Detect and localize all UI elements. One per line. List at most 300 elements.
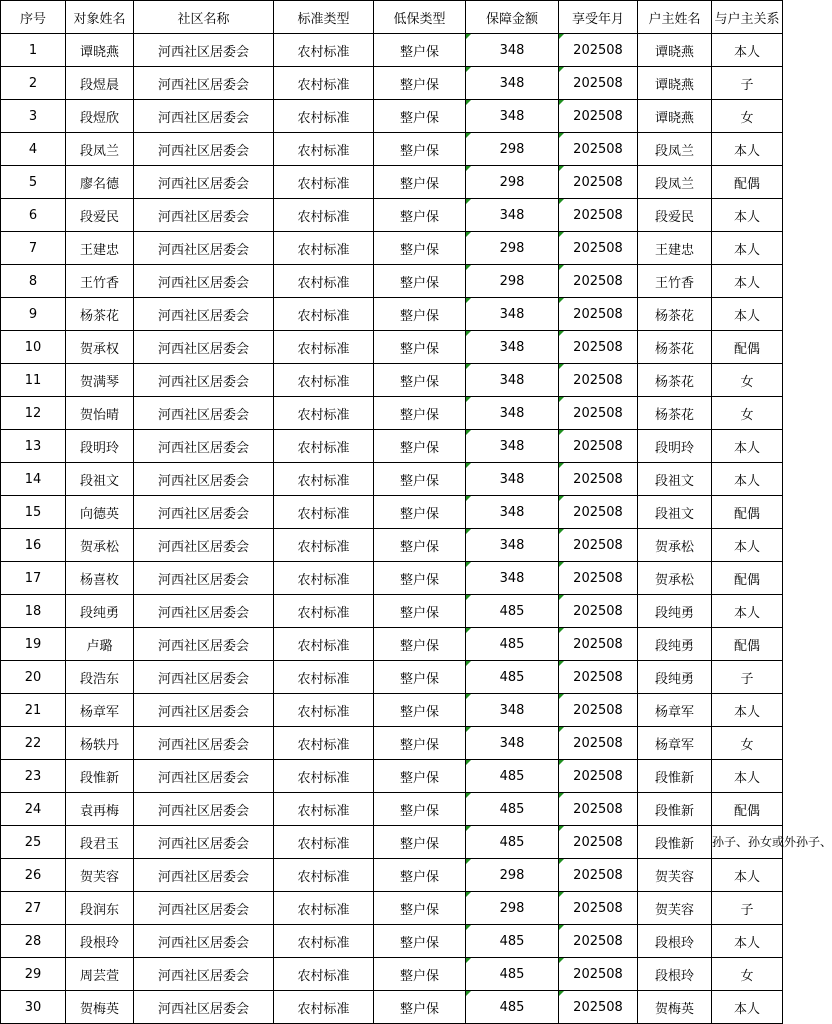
cell-community[interactable]: 河西社区居委会 <box>134 34 274 67</box>
cell-community[interactable]: 河西社区居委会 <box>134 991 274 1024</box>
cell-name[interactable]: 向德英 <box>66 496 134 529</box>
cell-relationship[interactable]: 本人 <box>712 199 783 232</box>
cell-assistance-type[interactable]: 整户保 <box>374 958 466 991</box>
cell-standard-type[interactable]: 农村标准 <box>274 34 374 67</box>
cell-index[interactable]: 6 <box>1 199 66 232</box>
cell-householder[interactable]: 段惟新 <box>638 826 712 859</box>
cell-assistance-type[interactable]: 整户保 <box>374 331 466 364</box>
cell-month[interactable]: 202508 <box>559 760 638 793</box>
cell-amount[interactable]: 348 <box>466 67 559 100</box>
table-row <box>1 628 783 661</box>
cell-index[interactable]: 24 <box>1 793 66 826</box>
cell-standard-type[interactable]: 农村标准 <box>274 694 374 727</box>
cell-index[interactable]: 19 <box>1 628 66 661</box>
cell-name[interactable]: 段爱民 <box>66 199 134 232</box>
table-row <box>1 859 783 892</box>
cell-name[interactable]: 贺怡晴 <box>66 397 134 430</box>
cell-assistance-type[interactable]: 整户保 <box>374 463 466 496</box>
cell-amount[interactable]: 485 <box>466 958 559 991</box>
cell-standard-type[interactable]: 农村标准 <box>274 529 374 562</box>
cell-relationship[interactable]: 女 <box>712 727 783 760</box>
table-row <box>1 397 783 430</box>
cell-index[interactable]: 12 <box>1 397 66 430</box>
cell-index[interactable]: 22 <box>1 727 66 760</box>
cell-amount[interactable]: 348 <box>466 463 559 496</box>
cell-name[interactable]: 杨茶花 <box>66 298 134 331</box>
cell-householder[interactable]: 谭晓燕 <box>638 67 712 100</box>
cell-community[interactable]: 河西社区居委会 <box>134 793 274 826</box>
cell-name[interactable]: 贺梅英 <box>66 991 134 1024</box>
cell-index[interactable]: 4 <box>1 133 66 166</box>
cell-index[interactable]: 23 <box>1 760 66 793</box>
cell-index[interactable]: 20 <box>1 661 66 694</box>
cell-householder[interactable]: 杨章军 <box>638 694 712 727</box>
cell-month[interactable]: 202508 <box>559 859 638 892</box>
cell-amount[interactable]: 298 <box>466 892 559 925</box>
cell-month[interactable]: 202508 <box>559 199 638 232</box>
table-row <box>1 661 783 694</box>
cell-amount[interactable]: 348 <box>466 34 559 67</box>
cell-assistance-type[interactable]: 整户保 <box>374 364 466 397</box>
cell-community[interactable]: 河西社区居委会 <box>134 529 274 562</box>
cell-standard-type[interactable]: 农村标准 <box>274 100 374 133</box>
cell-community[interactable]: 河西社区居委会 <box>134 496 274 529</box>
cell-month[interactable]: 202508 <box>559 67 638 100</box>
table-row <box>1 562 783 595</box>
cell-month[interactable]: 202508 <box>559 265 638 298</box>
cell-month[interactable]: 202508 <box>559 34 638 67</box>
cell-name[interactable]: 周芸萱 <box>66 958 134 991</box>
cell-community[interactable]: 河西社区居委会 <box>134 562 274 595</box>
cell-name[interactable]: 杨轶丹 <box>66 727 134 760</box>
cell-standard-type[interactable]: 农村标准 <box>274 298 374 331</box>
table-row <box>1 694 783 727</box>
cell-amount[interactable]: 348 <box>466 298 559 331</box>
cell-assistance-type[interactable]: 整户保 <box>374 562 466 595</box>
cell-month[interactable]: 202508 <box>559 166 638 199</box>
cell-assistance-type[interactable]: 整户保 <box>374 859 466 892</box>
cell-amount[interactable]: 348 <box>466 694 559 727</box>
cell-assistance-type[interactable]: 整户保 <box>374 793 466 826</box>
cell-householder[interactable]: 谭晓燕 <box>638 34 712 67</box>
cell-index[interactable]: 17 <box>1 562 66 595</box>
cell-name[interactable]: 贺承松 <box>66 529 134 562</box>
cell-householder[interactable]: 段惟新 <box>638 760 712 793</box>
cell-assistance-type[interactable]: 整户保 <box>374 232 466 265</box>
cell-community[interactable]: 河西社区居委会 <box>134 364 274 397</box>
header-amount: 保障金额 <box>466 1 559 34</box>
cell-householder[interactable]: 贺承松 <box>638 562 712 595</box>
cell-index[interactable]: 21 <box>1 694 66 727</box>
cell-householder[interactable]: 贺梅英 <box>638 991 712 1024</box>
cell-assistance-type[interactable]: 整户保 <box>374 760 466 793</box>
cell-name[interactable]: 杨章军 <box>66 694 134 727</box>
cell-community[interactable]: 河西社区居委会 <box>134 595 274 628</box>
cell-assistance-type[interactable]: 整户保 <box>374 67 466 100</box>
cell-assistance-type[interactable]: 整户保 <box>374 925 466 958</box>
cell-standard-type[interactable]: 农村标准 <box>274 496 374 529</box>
cell-householder[interactable]: 段凤兰 <box>638 166 712 199</box>
cell-relationship[interactable]: 配偶 <box>712 496 783 529</box>
cell-community[interactable]: 河西社区居委会 <box>134 298 274 331</box>
cell-amount[interactable]: 348 <box>466 331 559 364</box>
cell-relationship[interactable]: 本人 <box>712 760 783 793</box>
cell-assistance-type[interactable]: 整户保 <box>374 595 466 628</box>
header-standard-type: 标准类型 <box>274 1 374 34</box>
cell-month[interactable]: 202508 <box>559 595 638 628</box>
cell-householder[interactable]: 杨茶花 <box>638 364 712 397</box>
cell-relationship[interactable]: 本人 <box>712 34 783 67</box>
cell-amount[interactable]: 298 <box>466 133 559 166</box>
cell-community[interactable]: 河西社区居委会 <box>134 265 274 298</box>
cell-month[interactable]: 202508 <box>559 958 638 991</box>
cell-relationship[interactable]: 本人 <box>712 463 783 496</box>
cell-community[interactable]: 河西社区居委会 <box>134 232 274 265</box>
cell-community[interactable]: 河西社区居委会 <box>134 958 274 991</box>
cell-householder[interactable]: 贺承松 <box>638 529 712 562</box>
table-row <box>1 34 783 67</box>
cell-standard-type[interactable]: 农村标准 <box>274 793 374 826</box>
cell-community[interactable]: 河西社区居委会 <box>134 166 274 199</box>
cell-relationship[interactable]: 女 <box>712 958 783 991</box>
cell-relationship[interactable]: 本人 <box>712 859 783 892</box>
cell-assistance-type[interactable]: 整户保 <box>374 133 466 166</box>
cell-relationship[interactable]: 女 <box>712 100 783 133</box>
cell-relationship[interactable]: 子 <box>712 892 783 925</box>
table-row <box>1 430 783 463</box>
cell-assistance-type[interactable]: 整户保 <box>374 661 466 694</box>
cell-householder[interactable]: 段祖文 <box>638 496 712 529</box>
cell-amount[interactable]: 485 <box>466 991 559 1024</box>
cell-relationship[interactable]: 本人 <box>712 595 783 628</box>
cell-name[interactable]: 段君玉 <box>66 826 134 859</box>
cell-householder[interactable]: 谭晓燕 <box>638 100 712 133</box>
table-row <box>1 991 783 1024</box>
cell-month[interactable]: 202508 <box>559 364 638 397</box>
header-month: 享受年月 <box>559 1 638 34</box>
cell-relationship[interactable]: 子 <box>712 67 783 100</box>
cell-standard-type[interactable]: 农村标准 <box>274 166 374 199</box>
cell-name[interactable]: 段煜晨 <box>66 67 134 100</box>
cell-relationship[interactable]: 配偶 <box>712 562 783 595</box>
cell-amount[interactable]: 298 <box>466 232 559 265</box>
cell-index[interactable]: 11 <box>1 364 66 397</box>
table-row <box>1 67 783 100</box>
cell-amount[interactable]: 485 <box>466 826 559 859</box>
cell-amount[interactable]: 298 <box>466 859 559 892</box>
cell-index[interactable]: 16 <box>1 529 66 562</box>
cell-assistance-type[interactable]: 整户保 <box>374 826 466 859</box>
cell-index[interactable]: 28 <box>1 925 66 958</box>
cell-amount[interactable]: 485 <box>466 760 559 793</box>
cell-standard-type[interactable]: 农村标准 <box>274 826 374 859</box>
cell-assistance-type[interactable]: 整户保 <box>374 100 466 133</box>
cell-name[interactable]: 贺承权 <box>66 331 134 364</box>
cell-community[interactable]: 河西社区居委会 <box>134 661 274 694</box>
header-householder: 户主姓名 <box>638 1 712 34</box>
cell-community[interactable]: 河西社区居委会 <box>134 892 274 925</box>
cell-community[interactable]: 河西社区居委会 <box>134 727 274 760</box>
cell-householder[interactable]: 贺芙容 <box>638 892 712 925</box>
cell-index[interactable]: 7 <box>1 232 66 265</box>
cell-month[interactable]: 202508 <box>559 430 638 463</box>
table-row <box>1 826 783 859</box>
cell-householder[interactable]: 段根玲 <box>638 958 712 991</box>
header-index: 序号 <box>1 1 66 34</box>
cell-relationship[interactable]: 配偶 <box>712 628 783 661</box>
cell-community[interactable]: 河西社区居委会 <box>134 100 274 133</box>
cell-name[interactable]: 杨喜枚 <box>66 562 134 595</box>
table-row <box>1 529 783 562</box>
cell-amount[interactable]: 485 <box>466 628 559 661</box>
cell-householder[interactable]: 段凤兰 <box>638 133 712 166</box>
cell-community[interactable]: 河西社区居委会 <box>134 133 274 166</box>
cell-assistance-type[interactable]: 整户保 <box>374 430 466 463</box>
cell-standard-type[interactable]: 农村标准 <box>274 595 374 628</box>
cell-index[interactable]: 25 <box>1 826 66 859</box>
cell-relationship[interactable]: 本人 <box>712 694 783 727</box>
cell-community[interactable]: 河西社区居委会 <box>134 430 274 463</box>
cell-amount[interactable]: 348 <box>466 364 559 397</box>
cell-assistance-type[interactable]: 整户保 <box>374 496 466 529</box>
cell-standard-type[interactable]: 农村标准 <box>274 892 374 925</box>
cell-assistance-type[interactable]: 整户保 <box>374 694 466 727</box>
cell-month[interactable]: 202508 <box>559 925 638 958</box>
table-row <box>1 133 783 166</box>
cell-relationship[interactable]: 本人 <box>712 925 783 958</box>
cell-relationship[interactable]: 本人 <box>712 133 783 166</box>
cell-amount[interactable]: 348 <box>466 496 559 529</box>
cell-householder[interactable]: 段纯勇 <box>638 595 712 628</box>
table-row <box>1 793 783 826</box>
cell-standard-type[interactable]: 农村标准 <box>274 199 374 232</box>
cell-index[interactable]: 3 <box>1 100 66 133</box>
cell-community[interactable]: 河西社区居委会 <box>134 331 274 364</box>
cell-amount[interactable]: 298 <box>466 166 559 199</box>
cell-householder[interactable]: 王建忠 <box>638 232 712 265</box>
cell-month[interactable]: 202508 <box>559 496 638 529</box>
cell-standard-type[interactable]: 农村标准 <box>274 760 374 793</box>
header-assistance-type: 低保类型 <box>374 1 466 34</box>
cell-standard-type[interactable]: 农村标准 <box>274 67 374 100</box>
cell-relationship[interactable]: 本人 <box>712 529 783 562</box>
cell-standard-type[interactable]: 农村标准 <box>274 628 374 661</box>
cell-standard-type[interactable]: 农村标准 <box>274 133 374 166</box>
cell-month[interactable]: 202508 <box>559 133 638 166</box>
cell-month[interactable]: 202508 <box>559 562 638 595</box>
cell-relationship[interactable]: 孙子、孙女或外孙子、 <box>712 826 783 859</box>
cell-householder[interactable]: 杨茶花 <box>638 397 712 430</box>
cell-householder[interactable]: 段惟新 <box>638 793 712 826</box>
table-row <box>1 892 783 925</box>
cell-name[interactable]: 袁再梅 <box>66 793 134 826</box>
cell-relationship[interactable]: 子 <box>712 661 783 694</box>
cell-index[interactable]: 5 <box>1 166 66 199</box>
cell-index[interactable]: 30 <box>1 991 66 1024</box>
cell-name[interactable]: 王建忠 <box>66 232 134 265</box>
cell-amount[interactable]: 348 <box>466 727 559 760</box>
cell-month[interactable]: 202508 <box>559 661 638 694</box>
cell-name[interactable]: 段浩东 <box>66 661 134 694</box>
cell-amount[interactable]: 348 <box>466 199 559 232</box>
table-row <box>1 232 783 265</box>
cell-month[interactable]: 202508 <box>559 397 638 430</box>
cell-relationship[interactable]: 女 <box>712 364 783 397</box>
cell-index[interactable]: 15 <box>1 496 66 529</box>
cell-relationship[interactable]: 配偶 <box>712 793 783 826</box>
cell-relationship[interactable]: 本人 <box>712 232 783 265</box>
cell-assistance-type[interactable]: 整户保 <box>374 298 466 331</box>
cell-relationship[interactable]: 本人 <box>712 265 783 298</box>
cell-householder[interactable]: 段根玲 <box>638 925 712 958</box>
cell-standard-type[interactable]: 农村标准 <box>274 661 374 694</box>
cell-month[interactable]: 202508 <box>559 100 638 133</box>
cell-community[interactable]: 河西社区居委会 <box>134 463 274 496</box>
cell-amount[interactable]: 348 <box>466 529 559 562</box>
cell-amount[interactable]: 485 <box>466 661 559 694</box>
cell-community[interactable]: 河西社区居委会 <box>134 826 274 859</box>
cell-name[interactable]: 贺芙容 <box>66 859 134 892</box>
cell-name[interactable]: 段凤兰 <box>66 133 134 166</box>
cell-householder[interactable]: 杨茶花 <box>638 298 712 331</box>
cell-relationship[interactable]: 本人 <box>712 298 783 331</box>
cell-month[interactable]: 202508 <box>559 463 638 496</box>
cell-index[interactable]: 26 <box>1 859 66 892</box>
cell-community[interactable]: 河西社区居委会 <box>134 199 274 232</box>
cell-month[interactable]: 202508 <box>559 331 638 364</box>
cell-name[interactable]: 段祖文 <box>66 463 134 496</box>
header-community: 社区名称 <box>134 1 274 34</box>
header-row <box>1 1 783 34</box>
cell-standard-type[interactable]: 农村标准 <box>274 265 374 298</box>
cell-month[interactable]: 202508 <box>559 298 638 331</box>
cell-householder[interactable]: 段祖文 <box>638 463 712 496</box>
table-row <box>1 958 783 991</box>
cell-name[interactable]: 段润东 <box>66 892 134 925</box>
cell-assistance-type[interactable]: 整户保 <box>374 166 466 199</box>
cell-index[interactable]: 13 <box>1 430 66 463</box>
cell-community[interactable]: 河西社区居委会 <box>134 397 274 430</box>
cell-community[interactable]: 河西社区居委会 <box>134 760 274 793</box>
table-body <box>1 34 832 1024</box>
cell-community[interactable]: 河西社区居委会 <box>134 859 274 892</box>
cell-community[interactable]: 河西社区居委会 <box>134 925 274 958</box>
cell-index[interactable]: 8 <box>1 265 66 298</box>
cell-standard-type[interactable]: 农村标准 <box>274 463 374 496</box>
table-row <box>1 760 783 793</box>
cell-householder[interactable]: 段明玲 <box>638 430 712 463</box>
cell-amount[interactable]: 298 <box>466 265 559 298</box>
cell-relationship[interactable]: 女 <box>712 397 783 430</box>
cell-community[interactable]: 河西社区居委会 <box>134 694 274 727</box>
cell-amount[interactable]: 485 <box>466 595 559 628</box>
cell-name[interactable]: 卢璐 <box>66 628 134 661</box>
cell-name[interactable]: 谭晓燕 <box>66 34 134 67</box>
cell-assistance-type[interactable]: 整户保 <box>374 892 466 925</box>
cell-index[interactable]: 9 <box>1 298 66 331</box>
cell-relationship[interactable]: 配偶 <box>712 331 783 364</box>
cell-index[interactable]: 29 <box>1 958 66 991</box>
cell-community[interactable]: 河西社区居委会 <box>134 67 274 100</box>
cell-month[interactable]: 202508 <box>559 232 638 265</box>
cell-standard-type[interactable]: 农村标准 <box>274 430 374 463</box>
cell-month[interactable]: 202508 <box>559 694 638 727</box>
cell-name[interactable]: 段煜欣 <box>66 100 134 133</box>
cell-householder[interactable]: 杨章军 <box>638 727 712 760</box>
cell-relationship[interactable]: 配偶 <box>712 166 783 199</box>
cell-name[interactable]: 段明玲 <box>66 430 134 463</box>
cell-amount[interactable]: 348 <box>466 397 559 430</box>
cell-standard-type[interactable]: 农村标准 <box>274 397 374 430</box>
cell-month[interactable]: 202508 <box>559 826 638 859</box>
cell-householder[interactable]: 段爱民 <box>638 199 712 232</box>
cell-householder[interactable]: 段纯勇 <box>638 628 712 661</box>
cell-index[interactable]: 10 <box>1 331 66 364</box>
cell-householder[interactable]: 杨茶花 <box>638 331 712 364</box>
cell-name[interactable]: 贺满琴 <box>66 364 134 397</box>
cell-assistance-type[interactable]: 整户保 <box>374 991 466 1024</box>
cell-index[interactable]: 27 <box>1 892 66 925</box>
cell-index[interactable]: 18 <box>1 595 66 628</box>
cell-assistance-type[interactable]: 整户保 <box>374 265 466 298</box>
cell-householder[interactable]: 贺芙容 <box>638 859 712 892</box>
header-name: 对象姓名 <box>66 1 134 34</box>
cell-community[interactable]: 河西社区居委会 <box>134 628 274 661</box>
cell-relationship[interactable]: 本人 <box>712 991 783 1024</box>
cell-amount[interactable]: 485 <box>466 925 559 958</box>
cell-month[interactable]: 202508 <box>559 529 638 562</box>
cell-month[interactable]: 202508 <box>559 727 638 760</box>
cell-standard-type[interactable]: 农村标准 <box>274 925 374 958</box>
cell-standard-type[interactable]: 农村标准 <box>274 991 374 1024</box>
cell-assistance-type[interactable]: 整户保 <box>374 628 466 661</box>
cell-assistance-type[interactable]: 整户保 <box>374 397 466 430</box>
cell-standard-type[interactable]: 农村标准 <box>274 232 374 265</box>
cell-householder[interactable]: 段纯勇 <box>638 661 712 694</box>
cell-householder[interactable]: 王竹香 <box>638 265 712 298</box>
table-row <box>1 496 783 529</box>
table-row <box>1 265 783 298</box>
cell-standard-type[interactable]: 农村标准 <box>274 562 374 595</box>
cell-month[interactable]: 202508 <box>559 892 638 925</box>
cell-index[interactable]: 1 <box>1 34 66 67</box>
cell-month[interactable]: 202508 <box>559 628 638 661</box>
cell-relationship[interactable]: 本人 <box>712 430 783 463</box>
cell-standard-type[interactable]: 农村标准 <box>274 364 374 397</box>
cell-amount[interactable]: 485 <box>466 793 559 826</box>
cell-month[interactable]: 202508 <box>559 991 638 1024</box>
cell-index[interactable]: 2 <box>1 67 66 100</box>
cell-assistance-type[interactable]: 整户保 <box>374 34 466 67</box>
cell-standard-type[interactable]: 农村标准 <box>274 859 374 892</box>
cell-name[interactable]: 段纯勇 <box>66 595 134 628</box>
cell-amount[interactable]: 348 <box>466 562 559 595</box>
cell-standard-type[interactable]: 农村标准 <box>274 958 374 991</box>
cell-amount[interactable]: 348 <box>466 430 559 463</box>
cell-standard-type[interactable]: 农村标准 <box>274 727 374 760</box>
cell-assistance-type[interactable]: 整户保 <box>374 199 466 232</box>
cell-name[interactable]: 段根玲 <box>66 925 134 958</box>
cell-name[interactable]: 段惟新 <box>66 760 134 793</box>
cell-assistance-type[interactable]: 整户保 <box>374 727 466 760</box>
cell-standard-type[interactable]: 农村标准 <box>274 331 374 364</box>
cell-name[interactable]: 王竹香 <box>66 265 134 298</box>
cell-amount[interactable]: 348 <box>466 100 559 133</box>
cell-index[interactable]: 14 <box>1 463 66 496</box>
cell-name[interactable]: 廖名德 <box>66 166 134 199</box>
cell-month[interactable]: 202508 <box>559 793 638 826</box>
cell-assistance-type[interactable]: 整户保 <box>374 529 466 562</box>
